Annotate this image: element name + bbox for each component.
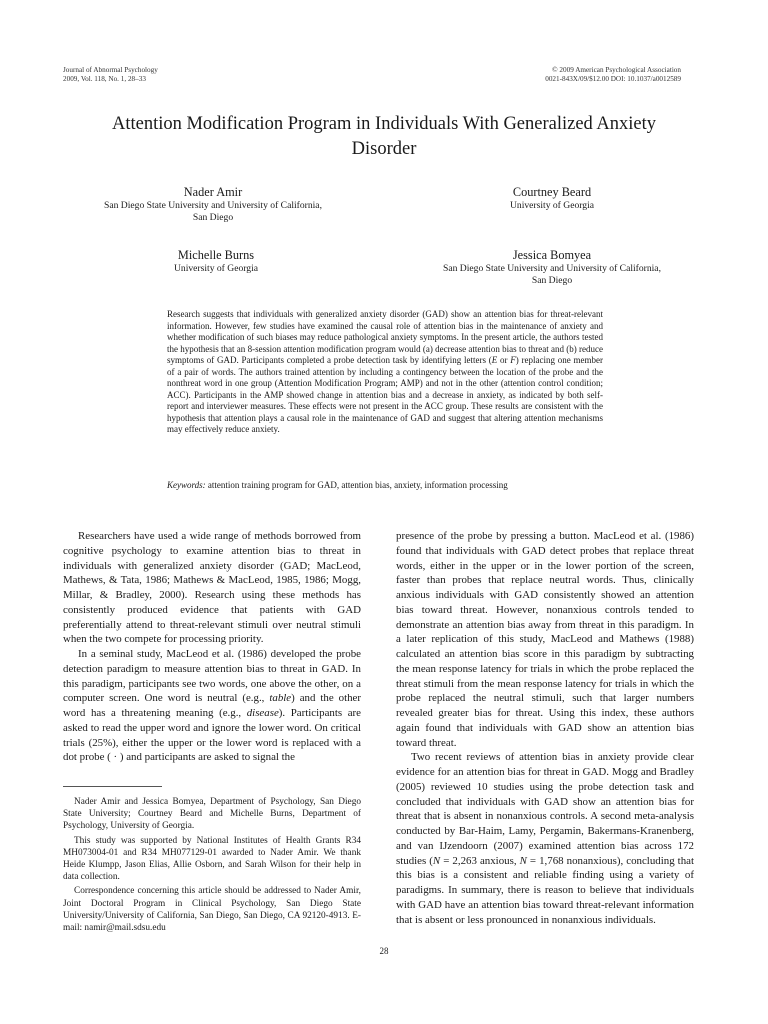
article-title: Attention Modification Program in Individuals With Generalized Anxiety Disorder <box>111 114 657 159</box>
author-affiliation: University of Georgia <box>509 200 594 211</box>
text-run: Two recent reviews of attention bias in anxiety provide clear evidence for an attention bias for threat in GAD. Mogg and Bradley (2005) reviewed 10 studies using the probe detection task and concluded that individuals with GAD show an attention bias for threat that is absent in nonanxious controls. A second meta-analysis conducted by Bar-Haim, Lamy, Pergamin, Bakermans-Kranenberg, and van IJzendoorn (2007) examined attention bias across 172 studies ( <box>396 751 694 867</box>
author-name: Michelle Burns <box>177 248 255 262</box>
abstract-or: or <box>497 355 511 366</box>
letter-f: F <box>510 355 516 366</box>
author-block-amir <box>63 184 363 224</box>
author-affiliation: San Diego State University and University of California, <box>443 263 661 274</box>
n-symbol: N <box>432 854 441 867</box>
footnotes <box>63 796 361 936</box>
text-run: In a seminal study, MacLeod et al. (1986) developed the probe detection paradigm to measure attention bias to threat in GAD. In this paradigm, participants see two words, one above the other, on a computer screen. One word is neutral (e.g., <box>63 648 361 705</box>
body-paragraph <box>63 647 361 765</box>
journal-name: Journal of Abnormal Psychology <box>63 66 158 74</box>
author-block-burns <box>66 247 366 275</box>
body-paragraph: presence of the probe by pressing a button. MacLeod et al. (1986) found that individuals with GAD detect probes that replace threat words, either in the upper or in the lower portion of the screen, faster than probes that replace neutral words. Thus, clinically anxious individuals with GAD consistently showed an attention bias toward threat. However, nonanxious controls tended to demonstrate an attention bias away from threat in this paradigm. In a later replication of this study, MacLeod and Mathews (1988) calculated an attention bias score in this paradigm by subtracting the mean response latency for trials in which the probe replaced the threat stimuli from the mean response latency for trials in which the probe replaced the neutral stimuli, such that larger numbers revealed greater bias for threat. Using this index, these authors again found that individuals with GAD show an attention bias toward threat. <box>396 530 694 749</box>
keywords-text: attention training program for GAD, attention bias, anxiety, information processing <box>205 480 508 490</box>
keywords <box>167 479 603 491</box>
footnote-correspondence: Correspondence concerning this article should be addressed to Nader Amir, Joint Doctoral Program in Clinical Psychology, San Diego State University/University of California, San Diego, San Diego, CA 92120-4913. E-mail: namir@mail.sdsu.edu <box>63 886 361 934</box>
text-run: = 2,263 anxious, <box>440 854 520 867</box>
footnote-funding: This study was supported by National Institutes of Health Grants R34 MH073004-01 and R34 MH077129-01 awarded to Nader Amir. We thank Heide Klumpp, Jason Elias, Allie Osborn, and Sarah Wilson for their help in data collection. <box>63 835 361 883</box>
footnote-divider <box>63 786 162 787</box>
body-paragraph: Researchers have used a wide range of methods borrowed from cognitive psychology to examine attention bias to threat in individuals with generalized anxiety disorder (GAD; MacLeod, Mathews, & Tata, 1986; Mathews & MacLeod, 1985, 1986; Mogg, Millar, & Bradley, 2000). Research using these methods has consistently produced evidence that patients with GAD preferentially attend to threat-relevant stimuli over neutral stimuli when the two compete for processing priority. <box>63 530 361 646</box>
text-run: ). Participants are asked to read the upper word and ignore the lower word. On critical trials (25%), either the upper or the lower word is replaced with a dot probe ( · ) and participants are asked to signal the <box>63 707 361 764</box>
author-name: Jessica Bomyea <box>512 248 592 262</box>
author-name: Courtney Beard <box>512 185 592 199</box>
copyright-block <box>545 66 681 84</box>
journal-citation <box>63 66 158 84</box>
letter-e: E <box>491 355 498 366</box>
author-affiliation: San Diego State University and University of California, <box>104 200 322 211</box>
n-symbol: N <box>519 854 527 867</box>
example-word-table: table <box>269 692 292 705</box>
body-paragraph <box>396 750 694 927</box>
example-word-disease: disease <box>246 707 279 719</box>
author-affiliation-cont: San Diego <box>531 275 573 286</box>
abstract-text-1: Research suggests that individuals with generalized anxiety disorder (GAD) show an attention bias for threat-relevant information. However, few studies have examined the causal role of attention bias in the maintenance of anxiety and whether modification of such biases may reduce pathological anxiety symptoms. In the present article, the authors tested the hypothesis that an 8-session attention modification program would (a) decrease attention bias to threat and (b) reduce symptoms of GAD. Participants completed a probe detection task by identifying letters ( <box>167 309 603 366</box>
copyright-notice: © 2009 American Psychological Association <box>552 66 681 74</box>
keywords-label: Keywords: <box>167 480 206 490</box>
text-run: ) and the other word has a threatening meaning (e.g., <box>63 692 361 719</box>
author-affiliation-cont: San Diego <box>192 212 234 223</box>
author-affiliation: University of Georgia <box>173 263 258 274</box>
text-run: = 1,768 nonanxious), concluding that this bias is a consistent and reliable finding using a variety of paradigms. In summary, there is reason to believe that individuals with GAD have an attention bias toward threat-relevant information that is absent or less pronounced in nonanxious individuals. <box>396 854 695 926</box>
page-number: 28 <box>379 946 389 956</box>
doi-line: 0021-843X/09/$12.00 DOI: 10.1037/a0012589 <box>545 75 681 83</box>
author-name: Nader Amir <box>183 185 243 199</box>
abstract-text-2: ) replacing one member of a pair of words. The authors trained attention by including a contingency between the location of the probe and the nonthreat word in one group (Attention Modification Program; AMP) and not in the other (attention control condition; ACC). Participants in the AMP showed change in attention bias and a decrease in anxiety, as indicated by both self-report and interviewer measures. These effects were not present in the ACC group. These results are consistent with the hypothesis that attention plays a causal role in the maintenance of GAD and suggest that altering attention mechanisms may effectively reduce anxiety. <box>167 355 603 435</box>
body-column-left <box>63 529 361 765</box>
author-block-bomyea <box>402 247 702 287</box>
abstract <box>167 309 603 436</box>
footnote-affiliations: Nader Amir and Jessica Bomyea, Department of Psychology, San Diego State University; Courtney Beard and Michelle Burns, Department of Psychology, University of Georgia. <box>63 797 361 832</box>
journal-volume: 2009, Vol. 118, No. 1, 28–33 <box>63 75 146 83</box>
author-block-beard <box>402 184 702 212</box>
body-column-right <box>396 529 694 927</box>
